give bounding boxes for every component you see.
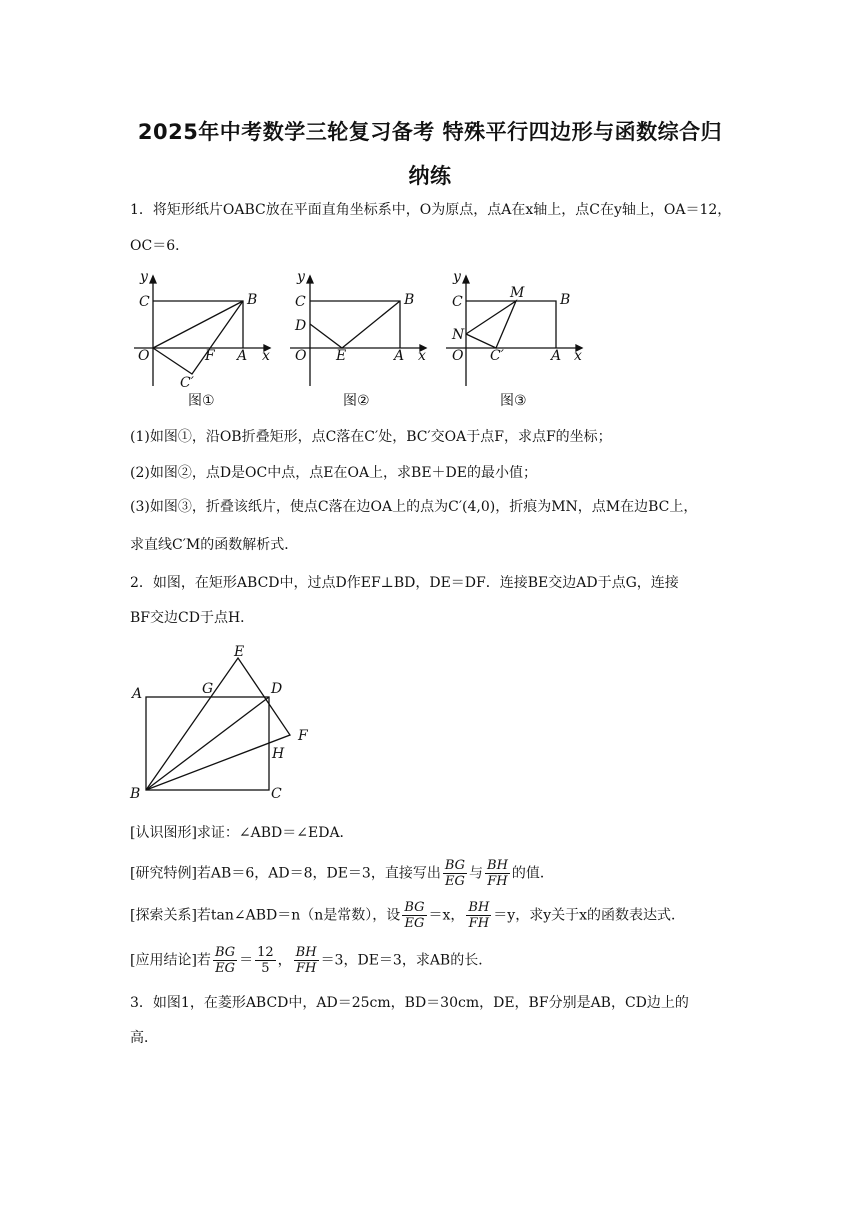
figure-2 — [290, 269, 426, 409]
frac-num: BG — [404, 900, 425, 915]
q2-step2 — [130, 858, 740, 889]
fig3-label-c-prime: C′ — [490, 348, 504, 364]
q2-label-e: E — [234, 644, 245, 660]
q3-statement-line2: 高． — [130, 1030, 158, 1046]
q1-part3: (3)如图③，折叠该纸片，使点C落在边OA上的点为C′(4,0)，折痕为MN，点M在边BC上， — [130, 499, 698, 515]
frac-num: BH — [468, 900, 490, 915]
q2-label-c: C — [271, 786, 282, 802]
fig3-label-o: O — [452, 348, 464, 364]
fig1-x-label: x — [262, 348, 270, 364]
q2-statement-line2: BF交边CD于点H． — [130, 610, 255, 626]
fig3-label-c: C — [452, 294, 463, 310]
fig3-caption: 图③ — [500, 393, 527, 409]
frac-den: EG — [215, 961, 235, 976]
fraction-bh-fh — [485, 858, 510, 889]
fig3-label-m: M — [510, 285, 525, 301]
page-title-line2: 纳练 — [408, 164, 452, 188]
q2-step1: [认识图形]求证：∠ABD＝∠EDA． — [130, 825, 354, 841]
fig2-label-e: E — [336, 348, 347, 364]
fig2-x-label: x — [418, 348, 426, 364]
figure-3 — [446, 269, 582, 409]
fraction-bh-fh — [466, 900, 491, 931]
q2-figure — [120, 638, 340, 808]
frac-den: EG — [444, 874, 465, 889]
fig1-caption: 图① — [188, 393, 215, 409]
q2-label-g: G — [202, 681, 214, 697]
frac-num: 12 — [257, 945, 274, 960]
fig2-label-a: A — [394, 348, 405, 364]
q2-label-d: D — [271, 681, 283, 697]
fig1-y-label: y — [140, 269, 148, 285]
q1-statement-line1: 1．将矩形纸片OABC放在平面直角坐标系中，O为原点，点A在x轴上，点C在y轴上，OA＝12， — [130, 202, 732, 218]
frac-num: BH — [295, 945, 317, 960]
fraction-bg-eg — [443, 858, 467, 889]
q2-step2-text-a: [研究特例]若AB＝6，AD＝8，DE＝3，直接写出 — [130, 865, 441, 882]
fig1-label-c: C — [139, 294, 150, 310]
fig2-caption: 图② — [343, 393, 370, 409]
q1-figures — [0, 262, 860, 422]
fraction-12-5 — [255, 945, 276, 976]
fig2-y-label: y — [297, 269, 305, 285]
q2-label-b: B — [130, 786, 141, 802]
fig1-label-b: B — [247, 292, 258, 308]
q2-step3-text-a: [探索关系]若tan∠ABD＝n（n是常数），设 — [130, 907, 401, 924]
fraction-bg-eg — [402, 900, 426, 931]
q2-step4-text-a: [应用结论]若 — [130, 952, 211, 969]
fig1-label-o: O — [138, 348, 150, 364]
frac-num: BH — [487, 858, 508, 873]
fig2-label-o: O — [295, 348, 307, 364]
q3-statement-line1: 3．如图1，在菱形ABCD中，AD＝25cm，BD＝30cm，DE，BF分别是AB，CD边上的 — [130, 995, 689, 1011]
q2-step3 — [130, 900, 740, 931]
fig3-y-label: y — [453, 269, 461, 285]
fig1-label-c-prime: C′ — [180, 375, 194, 391]
fig2-label-c: C — [295, 294, 306, 310]
fig3-label-b: B — [560, 292, 571, 308]
fig3-label-a: A — [551, 348, 562, 364]
fig1-label-f: F — [205, 348, 215, 364]
frac-den: FH — [468, 916, 490, 931]
q2-step4 — [130, 945, 740, 976]
frac-num: BG — [214, 945, 236, 960]
frac-den: EG — [404, 916, 425, 931]
frac-den: FH — [295, 961, 317, 976]
q2-label-f: F — [298, 728, 308, 744]
q1-part2: (2)如图②，点D是OC中点，点E在OA上，求BE＋DE的最小值； — [130, 465, 538, 481]
fig2-label-b: B — [404, 292, 415, 308]
fig3-label-n: N — [452, 327, 465, 343]
frac-den: 5 — [261, 961, 270, 976]
fraction-bh-fh — [294, 945, 319, 976]
fraction-bg-eg — [213, 945, 237, 976]
q2-statement-line1: 2．如图，在矩形ABCD中，过点D作EF⊥BD，DE＝DF．连接BE交边AD于点G，连接 — [130, 575, 679, 591]
figure-1 — [134, 269, 270, 409]
q2-label-h: H — [272, 746, 285, 762]
q2-step3-text-c: ＝y，求y关于x的函数表达式． — [493, 907, 686, 924]
q1-part3-cont: 求直线C′M的函数解析式． — [130, 537, 299, 553]
fig1-label-a: A — [237, 348, 248, 364]
fig2-label-d: D — [295, 318, 307, 334]
q2-label-a: A — [132, 686, 143, 702]
q2-step4-text-b: ＝ — [239, 952, 254, 969]
q2-step2-text-c: 的值． — [511, 865, 554, 882]
q2-step4-text-c: ， — [277, 952, 292, 969]
q2-step2-text-b: 与 — [469, 865, 484, 882]
q1-statement-line2: OC＝6． — [130, 238, 190, 254]
q1-part1: (1)如图①，沿OB折叠矩形，点C落在C′处，BC′交OA于点F，求点F的坐标； — [130, 429, 612, 445]
q2-step4-text-d: ＝3，DE＝3，求AB的长． — [320, 952, 493, 969]
fig3-x-label: x — [574, 348, 582, 364]
frac-den: FH — [487, 874, 508, 889]
page-title-line1: 2025年中考数学三轮复习备考 特殊平行四边形与函数综合归 — [137, 120, 723, 144]
frac-num: BG — [444, 858, 466, 873]
q2-step3-text-b: ＝x， — [428, 907, 465, 924]
